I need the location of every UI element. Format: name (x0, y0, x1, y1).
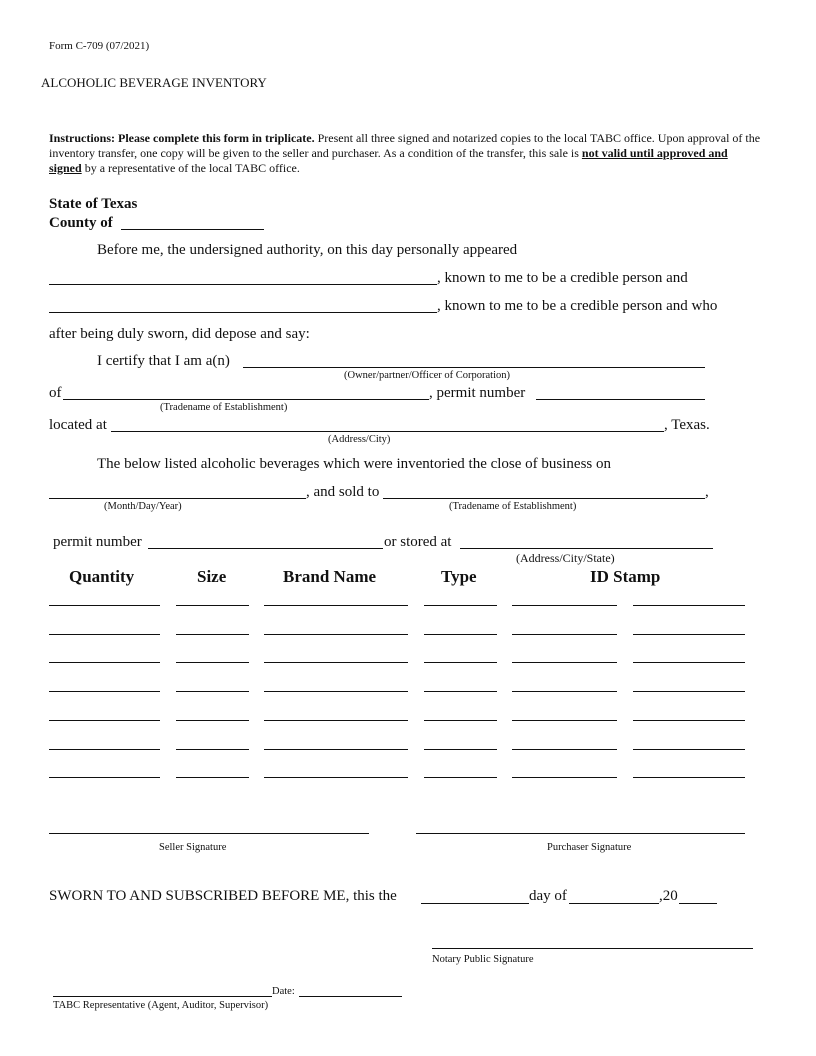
brand-name-cell[interactable] (264, 662, 408, 663)
notary-signature-label: Notary Public Signature (432, 954, 534, 965)
id-stamp-2-cell[interactable] (633, 662, 745, 663)
instructions-body: Present all three signed and notarized copies to the local TABC office. Upon approval of the inventory transfer, one copy will be given to the seller and purchaser. As a condition of the transfer, this sale is (49, 131, 761, 160)
sworn-year-field[interactable] (679, 903, 717, 904)
person2-field[interactable] (49, 312, 437, 313)
person2-suffix: , known to me to be a credible person and who (437, 298, 718, 314)
id-stamp-cell[interactable] (512, 691, 617, 692)
quantity-cell[interactable] (49, 634, 160, 635)
id-stamp-cell[interactable] (512, 777, 617, 778)
id-stamp-2-cell[interactable] (633, 634, 745, 635)
sold-to-label: , and sold to (306, 484, 380, 500)
size-cell[interactable] (176, 605, 249, 606)
type-cell[interactable] (424, 605, 497, 606)
buyer-tradename-caption: (Tradename of Establishment) (449, 501, 577, 512)
instructions (49, 131, 761, 176)
size-cell[interactable] (176, 720, 249, 721)
col-brand-name: Brand Name (283, 567, 377, 586)
col-type: Type (441, 567, 477, 586)
buyer-permit-field[interactable] (148, 548, 383, 549)
seller-signature-field[interactable] (49, 833, 369, 834)
sworn-month-field[interactable] (569, 903, 659, 904)
id-stamp-cell[interactable] (512, 749, 617, 750)
buyer-tradename-field[interactable] (383, 498, 705, 499)
brand-name-cell[interactable] (264, 749, 408, 750)
col-quantity: Quantity (69, 567, 135, 586)
sworn-day-field[interactable] (421, 903, 529, 904)
address-field[interactable] (111, 431, 664, 432)
id-stamp-cell[interactable] (512, 662, 617, 663)
quantity-cell[interactable] (49, 749, 160, 750)
located-label: located at (49, 417, 107, 433)
address-caption: (Address/City) (328, 434, 391, 445)
instructions-tail: by a representative of the local TABC office. (81, 161, 300, 175)
size-cell[interactable] (176, 691, 249, 692)
inventory-intro: The below listed alcoholic beverages which were inventoried the close of business on (97, 456, 612, 472)
person1-field[interactable] (49, 284, 437, 285)
id-stamp-2-cell[interactable] (633, 749, 745, 750)
brand-name-cell[interactable] (264, 605, 408, 606)
permit-number-label: permit number (53, 534, 142, 550)
id-stamp-2-cell[interactable] (633, 605, 745, 606)
intro-text: Before me, the undersigned authority, on this day personally appeared (97, 242, 518, 258)
tradename-field[interactable] (63, 399, 429, 400)
col-size: Size (197, 567, 227, 586)
county-field[interactable] (121, 229, 264, 230)
size-cell[interactable] (176, 662, 249, 663)
id-stamp-2-cell[interactable] (633, 720, 745, 721)
permit-label: , permit number (429, 385, 526, 401)
of-label: of (49, 385, 62, 401)
sworn-text: after being duly sworn, did depose and say: (49, 326, 310, 342)
brand-name-cell[interactable] (264, 720, 408, 721)
form-number: Form C-709 (07/2021) (49, 40, 150, 52)
quantity-cell[interactable] (49, 720, 160, 721)
notary-signature-field[interactable] (432, 948, 753, 949)
day-of-label: day of (529, 888, 567, 904)
purchaser-signature-label: Purchaser Signature (547, 842, 632, 853)
certify-label: I certify that I am a(n) (97, 353, 230, 369)
stored-address-field[interactable] (460, 548, 713, 549)
person1-suffix: , known to me to be a credible person and (437, 270, 688, 286)
tabc-rep-field[interactable] (53, 996, 272, 997)
quantity-cell[interactable] (49, 691, 160, 692)
tradename-caption: (Tradename of Establishment) (160, 402, 288, 413)
instructions-lead: Instructions: Please complete this form in triplicate. (49, 131, 315, 145)
id-stamp-2-cell[interactable] (633, 777, 745, 778)
tabc-date-label: Date: (272, 986, 295, 997)
year-prefix: ,20 (659, 888, 678, 904)
id-stamp-cell[interactable] (512, 720, 617, 721)
size-cell[interactable] (176, 749, 249, 750)
instructions-emphasis: not valid until approved and signed (49, 146, 728, 175)
stored-label: or stored at (384, 534, 452, 550)
form-title: ALCOHOLIC BEVERAGE INVENTORY (41, 75, 267, 90)
permit-number-field[interactable] (536, 399, 705, 400)
certify-field[interactable] (243, 367, 705, 368)
sworn-statement: SWORN TO AND SUBSCRIBED BEFORE ME, this the (49, 888, 397, 904)
state-label: State of Texas (49, 196, 138, 212)
texas-suffix: , Texas. (664, 417, 710, 433)
type-cell[interactable] (424, 777, 497, 778)
quantity-cell[interactable] (49, 777, 160, 778)
col-id-stamp: ID Stamp (590, 567, 661, 586)
id-stamp-cell[interactable] (512, 634, 617, 635)
tabc-rep-label: TABC Representative (Agent, Auditor, Supervisor) (53, 1000, 269, 1011)
id-stamp-2-cell[interactable] (633, 691, 745, 692)
size-cell[interactable] (176, 634, 249, 635)
type-cell[interactable] (424, 749, 497, 750)
county-label: County of (49, 215, 113, 231)
inventory-date-field[interactable] (49, 498, 306, 499)
brand-name-cell[interactable] (264, 634, 408, 635)
seller-signature-label: Seller Signature (159, 842, 227, 853)
brand-name-cell[interactable] (264, 777, 408, 778)
date-caption: (Month/Day/Year) (104, 501, 182, 512)
type-cell[interactable] (424, 720, 497, 721)
type-cell[interactable] (424, 662, 497, 663)
type-cell[interactable] (424, 634, 497, 635)
comma: , (705, 484, 709, 500)
brand-name-cell[interactable] (264, 691, 408, 692)
certify-caption: (Owner/partner/Officer of Corporation) (344, 370, 510, 381)
quantity-cell[interactable] (49, 662, 160, 663)
tabc-date-field[interactable] (299, 996, 402, 997)
size-cell[interactable] (176, 777, 249, 778)
purchaser-signature-field[interactable] (416, 833, 745, 834)
address-state-caption: (Address/City/State) (516, 551, 615, 565)
quantity-cell[interactable] (49, 605, 160, 606)
type-cell[interactable] (424, 691, 497, 692)
id-stamp-cell[interactable] (512, 605, 617, 606)
